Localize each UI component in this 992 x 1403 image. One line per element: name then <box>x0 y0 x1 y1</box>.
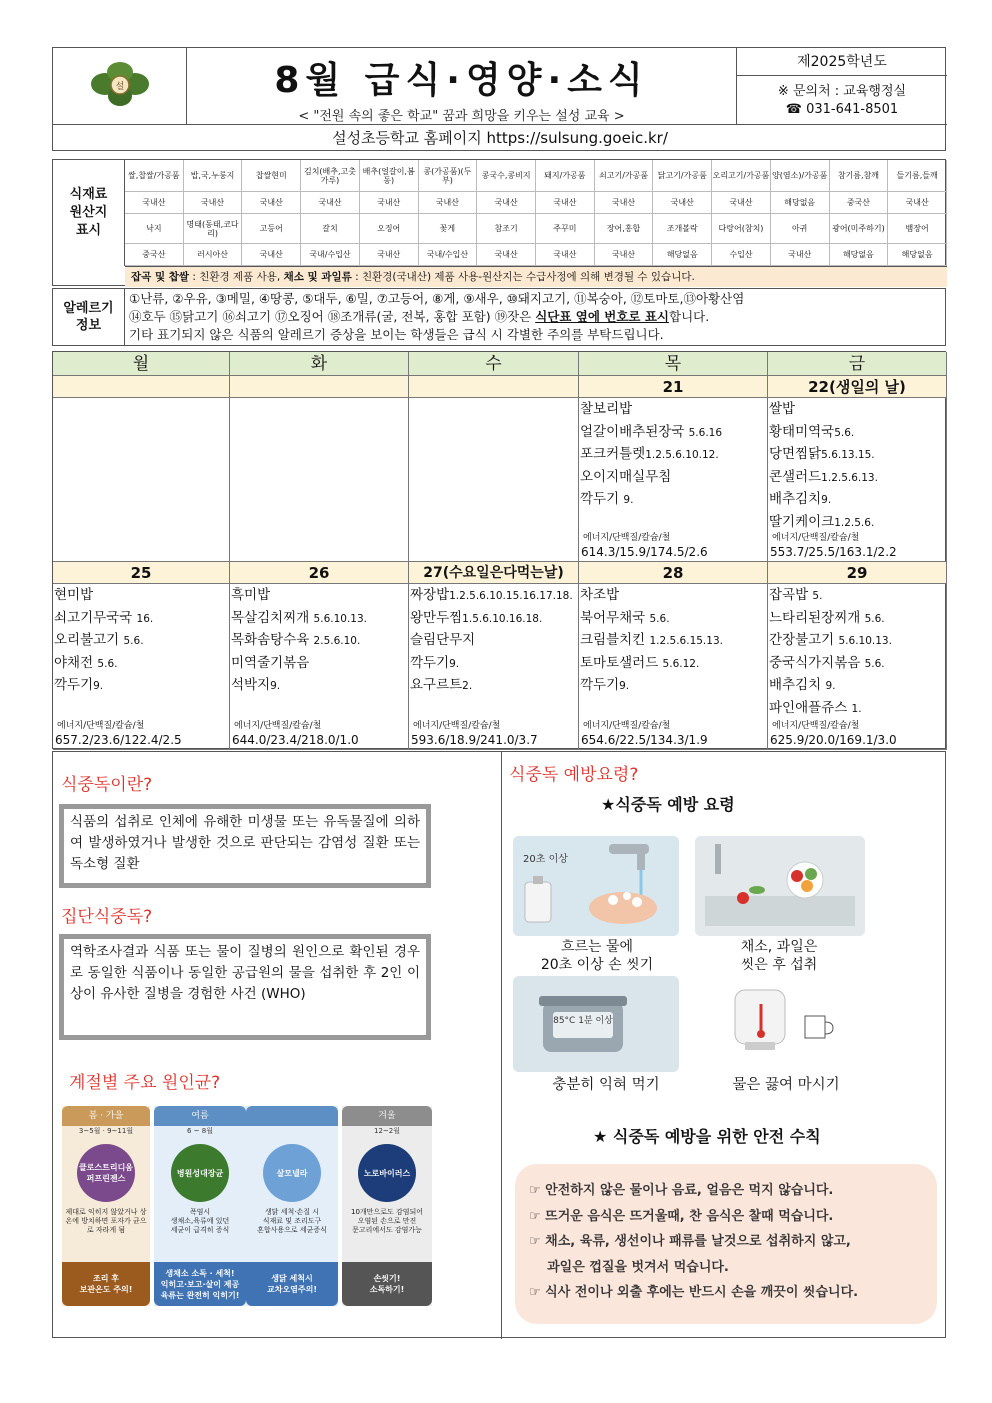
germ-image: 노로바이러스 <box>358 1144 416 1202</box>
season-tip: 조리 후 보관온도 주의! <box>62 1262 150 1306</box>
season-header <box>246 1106 338 1126</box>
menu-item: 잡곡밥 5. <box>769 587 823 603</box>
title-area <box>187 48 737 124</box>
origin-cell: 쇠고기/가공품 <box>595 160 654 192</box>
season-months: 12~2월 <box>374 1127 400 1135</box>
origin-cell: 갈치 <box>301 214 360 244</box>
newsletter-subtitle: < "전원 속의 좋은 학교" 꿈과 희망을 키우는 설성 교육 > <box>298 109 625 124</box>
nutrition-value: 614.3/15.9/174.5/2.6 <box>581 545 708 559</box>
germ-description: 제대로 익히지 않았거나 상온에 방치하면 포자가 균으로 자라게 됨 <box>65 1208 147 1234</box>
origin-cell: 돼지/가공품 <box>536 160 595 192</box>
cook-temp-label: 85°C 1분 이상 <box>553 1016 613 1026</box>
food-poisoning-definition: 식품의 섭취로 인체에 유해한 미생물 또는 유독물질에 의하여 발생하였거나 발생한 것으로 판단되는 감염성 질환 또는 독소형 질환 <box>59 804 431 888</box>
origin-cell: 국내산 <box>888 192 947 214</box>
origin-cell: 닭고기/가공품 <box>653 160 712 192</box>
note-veg-text: : 친환경(국내산) 제품 사용-원산지는 수급사정에 의해 변경될 수 있습니다. <box>351 271 695 283</box>
origin-cell: 쌀,찹쌀/가공품 <box>125 160 184 192</box>
origin-cell: 다랑어(참치) <box>712 214 771 244</box>
allergy-line-2: ⑭호두 ⑮닭고기 ⑯쇠고기 ⑰오징어 ⑱조개류(굴, 전복, 홍합 포함) ⑲잣은 식단표 옆에 번호로 표시합니다. <box>129 309 710 324</box>
origin-cell: 배추(얼갈이,봄동) <box>360 160 419 192</box>
safety-rule: ☞ 안전하지 않은 물이나 음료, 얼음은 먹지 않습니다. <box>529 1183 834 1198</box>
safety-rule: ☞ 뜨거운 음식은 뜨거울때, 찬 음식은 찰때 먹습니다. <box>529 1208 834 1224</box>
nutrition-label: 에너지/단백질/칼슘/철 <box>57 721 145 731</box>
meal-cell <box>53 398 230 562</box>
contact-phone: ☎ 031-641-8501 <box>785 102 899 117</box>
menu-item: 파인애플쥬스 1. <box>769 699 862 716</box>
origin-cell: 참조기 <box>477 214 536 244</box>
origin-cell: 러시아산 <box>184 244 243 266</box>
info-area <box>737 48 947 124</box>
date-cell: 28 <box>579 562 768 584</box>
menu-item: 깍두기9. <box>410 654 460 671</box>
date-cell: 26 <box>230 562 409 584</box>
boil-illustration <box>695 976 865 1072</box>
origin-cell: 국내산 <box>771 244 830 266</box>
menu-item: 요구르트2. <box>410 677 473 693</box>
origin-cell: 국내산 <box>536 192 595 214</box>
origin-cell: 고등어 <box>242 214 301 244</box>
nutrition-label: 에너지/단백질/칼슘/철 <box>583 721 671 731</box>
menu-item: 오리불고기 5.6. <box>54 632 144 648</box>
season-tip: 생닭 세척시 교차오염주의! <box>246 1262 338 1306</box>
menu-item: 깍두기9. <box>580 677 630 693</box>
germ-description: 폭염시 생채소,육류에 있던 세균이 급격히 증식 <box>170 1208 230 1234</box>
menu-item: 토마토샐러드 5.6.12. <box>580 654 700 671</box>
origin-cell: 양(염소)/가공품 <box>771 160 830 192</box>
newsletter-title: 8월 급식·영양·소식 <box>274 60 649 101</box>
menu-item: 왕만두찜1.5.6.10.16.18. <box>410 609 543 626</box>
safety-rules-title: ★ 식중독 예방을 위한 안전 수칙 <box>593 1127 821 1146</box>
weekday-header: 금 <box>768 352 947 376</box>
menu-item: 짜장밥1.2.5.6.10.15.16.17.18. <box>410 587 573 603</box>
origin-cell: 국내산 <box>242 192 301 214</box>
origin-cell: 국내산 <box>301 192 360 214</box>
handwash-illustration <box>513 836 679 936</box>
meal-cell <box>230 398 409 562</box>
origin-cell: 콩국수,콩비지 <box>477 160 536 192</box>
season-column <box>154 1106 246 1306</box>
group-poisoning-title: 집단식중독? <box>61 907 153 927</box>
safety-rule: ☞ 채소, 육류, 생선이나 패류를 날것으로 섭취하지 않고, <box>529 1234 851 1249</box>
svg-text:20초 이상: 20초 이상 <box>523 854 568 865</box>
origin-cell: 국내산 <box>419 192 478 214</box>
nutrition-value: 657.2/23.6/122.4/2.5 <box>55 733 182 747</box>
menu-item: 배추김치 9. <box>769 677 836 693</box>
origin-cell: 수입산 <box>712 244 771 266</box>
origin-cell: 김치(배추,고춧가루) <box>301 160 360 192</box>
school-emblem-icon <box>85 58 155 114</box>
vegetable-wash-icon <box>695 836 865 936</box>
veggie-wash-caption: 채소, 과일은 씻은 후 섭취 <box>740 939 818 973</box>
group-poisoning-definition: 역학조사결과 식품 또는 물이 질병의 원인으로 확인된 경우로 동일한 식품이나 동일한 공급원의 물을 섭취한 후 2인 이상이 유사한 질병을 경험한 사건 (WHO) <box>59 934 431 1040</box>
cook-illustration <box>513 976 679 1072</box>
origin-cell: 찹쌀현미 <box>242 160 301 192</box>
menu-item: 딸기케이크1.2.5.6. <box>769 513 875 530</box>
nutrition-value: 593.6/18.9/241.0/3.7 <box>411 733 538 747</box>
prevention-title: 식중독 예방요령? <box>509 765 639 785</box>
nutrition-label: 에너지/단백질/칼슘/철 <box>583 533 671 543</box>
menu-item: 야채전 5.6. <box>54 654 118 671</box>
meal-cell <box>579 398 768 562</box>
origin-cell: 국내산 <box>536 244 595 266</box>
meal-cell <box>230 584 409 750</box>
homepage-link[interactable]: 설성초등학교 홈페이지 https://sulsung.goeic.kr/ <box>53 124 947 151</box>
veggie-wash-illustration <box>695 836 865 936</box>
school-year: 제2025학년도 <box>737 48 947 76</box>
nutrition-value: 644.0/23.4/218.0/1.0 <box>232 733 359 747</box>
allergy-line-1: ①난류, ②우유, ③메밀, ④땅콩, ⑤대두, ⑥밀, ⑦고등어, ⑧게, ⑨새우, ⑩돼지고기, ⑪복숭아, ⑫토마토,⑬아황산염 <box>129 291 745 306</box>
season-column <box>342 1106 432 1306</box>
origin-cell: 주꾸미 <box>536 214 595 244</box>
note-veg-label: 채소 및 과일류 <box>283 271 352 283</box>
origin-cell: 밥,국,누룽지 <box>184 160 243 192</box>
menu-item: 목화솜탕수육 2.5.6.10. <box>231 632 361 648</box>
menu-item: 느타리된장찌개 5.6. <box>769 609 885 626</box>
origin-cell: 해당없음 <box>653 244 712 266</box>
season-months <box>246 1126 338 1136</box>
origin-table <box>52 159 946 286</box>
menu-item: 현미밥 <box>54 587 94 603</box>
food-poisoning-title: 식중독이란? <box>61 775 153 795</box>
date-cell <box>230 376 409 398</box>
origin-cell: 국내산 <box>595 192 654 214</box>
nutrition-label: 에너지/단백질/칼슘/철 <box>772 533 860 543</box>
weekday-header: 수 <box>409 352 579 376</box>
date-cell: 21 <box>579 376 768 398</box>
germ-image: 병원성대장균 <box>171 1144 229 1202</box>
menu-item: 쇠고기무국국 16. <box>54 609 154 626</box>
nutrition-value: 625.9/20.0/169.1/3.0 <box>770 733 897 747</box>
date-cell: 27(수요일은다먹는날) <box>409 562 579 584</box>
nutrition-value: 654.6/22.5/134.3/1.9 <box>581 733 708 747</box>
origin-cell: 참기름,참깨 <box>830 160 889 192</box>
origin-cell: 국내산 <box>360 192 419 214</box>
contact-label: ※ 문의처 : 교육행정실 <box>777 84 907 99</box>
season-column <box>62 1106 150 1306</box>
menu-item: 차조밥 <box>580 587 620 603</box>
origin-cell: 국내산 <box>595 244 654 266</box>
origin-cell: 꽃게 <box>419 214 478 244</box>
origin-cell: 콩(가공품)(두부) <box>419 160 478 192</box>
menu-item: 당면찜닭5.6.13.15. <box>769 446 875 462</box>
meal-cell <box>409 584 579 750</box>
allergy-label: 알레르기 정보 <box>53 289 125 345</box>
menu-item: 목살김치찌개 5.6.10.13. <box>231 609 367 626</box>
svg-text:설: 설 <box>115 82 124 92</box>
menu-item: 슬림단무지 <box>410 632 476 648</box>
germ-image: 클로스트리디움 퍼프린젠스 <box>77 1144 135 1202</box>
nutrition-label: 에너지/단백질/칼슘/철 <box>772 721 860 731</box>
menu-item: 깍두기9. <box>54 677 104 693</box>
menu-item: 쌀밥 <box>769 401 796 417</box>
season-header: 봄 · 가을 <box>62 1106 150 1126</box>
menu-item: 얼갈이배추된장국 5.6.16 <box>580 423 723 440</box>
origin-cell: 중국산 <box>830 192 889 214</box>
nutrition-label: 에너지/단백질/칼슘/철 <box>413 721 501 731</box>
menu-item: 크림블치킨 1.2.5.6.15.13. <box>580 632 723 648</box>
season-header: 겨울 <box>342 1106 432 1126</box>
handwash-caption: 흐르는 물에 20초 이상 손 씻기 <box>540 939 654 973</box>
seasonal-germs-infographic <box>62 1106 432 1316</box>
kettle-icon <box>695 976 865 1072</box>
origin-cell: 조개볼락 <box>653 214 712 244</box>
allergy-info <box>52 288 946 346</box>
germ-image: 살모넬라 <box>263 1144 321 1202</box>
allergy-emphasis: 식단표 옆에 번호로 표시 <box>535 309 669 324</box>
origin-cell: 들기름,들깨 <box>888 160 947 192</box>
date-cell: 29 <box>768 562 947 584</box>
date-cell <box>53 376 230 398</box>
nutrition-value: 553.7/25.5/163.1/2.2 <box>770 545 897 559</box>
origin-cell: 국내산 <box>477 192 536 214</box>
safety-rule: ☞ 식사 전이나 외출 후에는 반드시 손을 깨끗이 씻습니다. <box>529 1285 859 1300</box>
note-grain-text: : 친환경 제품 사용, <box>189 271 284 283</box>
germ-description: 10개만으로도 감염되어 오염된 손으로 만진 문고리에서도 감염가능 <box>351 1208 423 1234</box>
season-months: 3~5월 · 9~11월 <box>78 1127 134 1135</box>
menu-item: 북어무채국 5.6. <box>580 609 670 626</box>
origin-cell: 뱀장어 <box>888 214 947 244</box>
germ-description: 생닭 세척·손질 시 식재료 및 조리도구 혼합사용으로 세균증식 <box>257 1208 327 1234</box>
origin-cell: 오징어 <box>360 214 419 244</box>
section-divider <box>501 752 502 1339</box>
origin-cell: 국내산 <box>125 192 184 214</box>
newsletter-header <box>52 47 946 151</box>
origin-cell: 오리고기/가공품 <box>712 160 771 192</box>
seasonal-germ-title: 계절별 주요 원인균? <box>69 1073 221 1093</box>
menu-item: 미역줄기볶음 <box>231 654 310 671</box>
origin-cell: 국내산 <box>242 244 301 266</box>
origin-cell: 중국산 <box>125 244 184 266</box>
menu-item: 간장불고기 5.6.10.13. <box>769 632 892 648</box>
meal-cell <box>53 584 230 750</box>
meal-cell <box>579 584 768 750</box>
origin-cell: 국내산 <box>360 244 419 266</box>
weekday-header: 목 <box>579 352 768 376</box>
origin-cell: 아귀 <box>771 214 830 244</box>
menu-item: 석박지9. <box>231 677 281 693</box>
meal-cell <box>768 584 947 750</box>
menu-item: 흑미밥 <box>231 587 271 603</box>
menu-item: 배추김치9. <box>769 491 832 507</box>
menu-item: 콘샐러드1.2.5.6.13. <box>769 468 878 485</box>
cook-caption: 충분히 익혀 먹기 <box>552 1077 660 1093</box>
origin-cell: 장어,홍합 <box>595 214 654 244</box>
menu-item: 오이지매실무침 <box>580 468 672 485</box>
menu-item: 깍두기 9. <box>580 491 634 507</box>
meal-cell <box>409 398 579 562</box>
origin-cell: 국내/수입산 <box>301 244 360 266</box>
menu-item: 황태미역국5.6. <box>769 423 855 440</box>
origin-cell: 해당없음 <box>830 244 889 266</box>
school-logo <box>53 48 187 124</box>
origin-cell: 국내/수입산 <box>419 244 478 266</box>
origin-cell: 광어(미주하기) <box>830 214 889 244</box>
origin-cell: 명태(동태,코다리) <box>184 214 243 244</box>
weekday-header: 월 <box>53 352 230 376</box>
origin-note <box>125 266 947 287</box>
weekday-header: 화 <box>230 352 409 376</box>
menu-item: 중국식가지볶음 5.6. <box>769 654 885 671</box>
prevention-subtitle: ★식중독 예방 요령 <box>601 795 735 814</box>
origin-cell: 국내산 <box>184 192 243 214</box>
menu-item: 포크커틀렛1.2.5.6.10.12. <box>580 446 719 462</box>
season-header: 여름 <box>154 1106 246 1126</box>
safety-rule: 과일은 껍질을 벗겨서 먹습니다. <box>529 1259 729 1275</box>
season-column <box>246 1106 338 1306</box>
nutrition-label: 에너지/단백질/칼슘/철 <box>234 721 322 731</box>
origin-grid <box>125 160 947 266</box>
season-tip: 생채소 소독 · 세척! 익히고·보고·살이 제공 육류는 완전히 익히기! <box>154 1262 246 1306</box>
meal-cell <box>768 398 947 562</box>
date-cell <box>409 376 579 398</box>
boil-caption: 물은 끓여 마시기 <box>732 1077 840 1093</box>
menu-item: 찰보리밥 <box>580 401 633 417</box>
safety-rules-box <box>515 1164 937 1324</box>
date-cell: 25 <box>53 562 230 584</box>
origin-cell: 국내산 <box>712 192 771 214</box>
season-tip: 손씻기! 소독하기! <box>342 1262 432 1306</box>
origin-label: 식재료 원산지 표시 <box>53 160 125 266</box>
note-grain-label: 잡곡 및 찹쌀 <box>131 271 190 283</box>
origin-cell: 해당없음 <box>771 192 830 214</box>
meal-calendar <box>52 351 946 749</box>
food-safety-section <box>52 751 946 1338</box>
origin-cell: 해당없음 <box>888 244 947 266</box>
allergy-text <box>129 290 944 344</box>
origin-cell: 낙지 <box>125 214 184 244</box>
origin-cell: 국내산 <box>653 192 712 214</box>
season-months: 6 ~ 8월 <box>187 1127 213 1135</box>
allergy-line-3: 기타 표기되지 않은 식품의 알레르기 증상을 보이는 학생들은 급식 시 각별한 주의를 부탁드립니다. <box>129 327 664 342</box>
cooking-pot-icon <box>513 976 679 1072</box>
handwash-icon <box>513 836 679 936</box>
origin-cell: 국내산 <box>477 244 536 266</box>
date-cell: 22(생일의 날) <box>768 376 947 398</box>
